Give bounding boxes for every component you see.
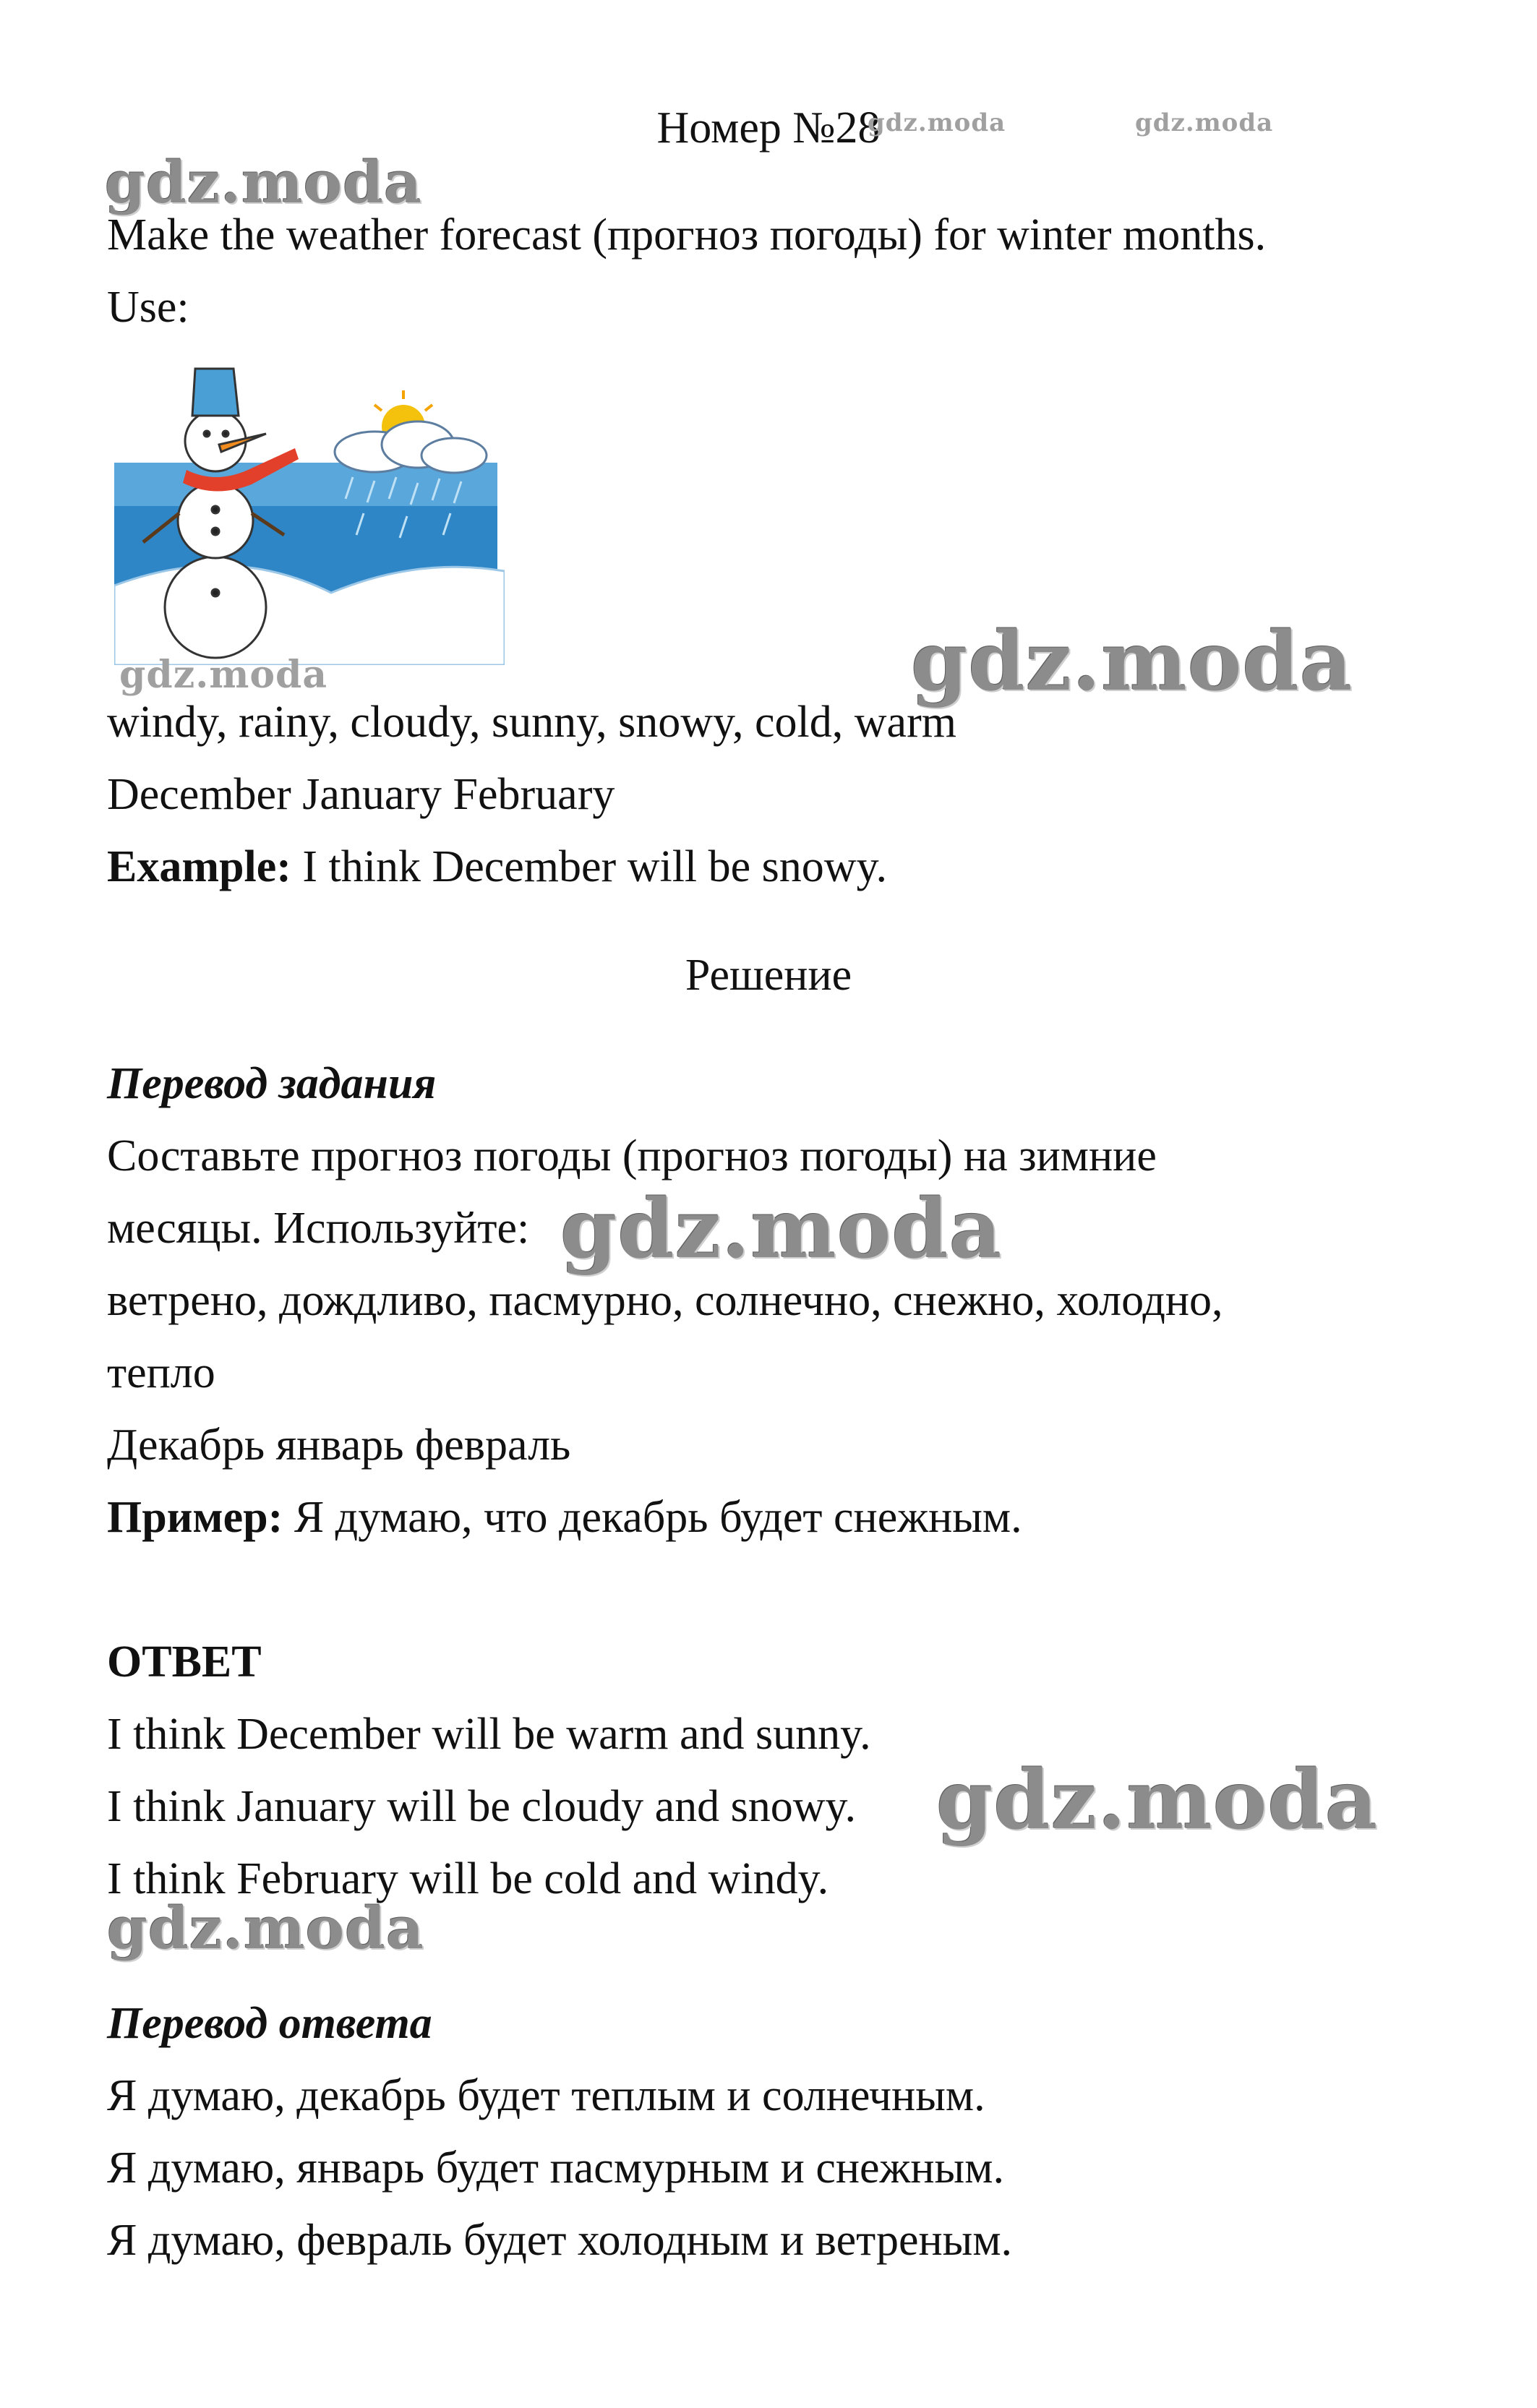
use-label: Use: — [107, 283, 189, 332]
example-text: Я думаю, что декабрь будет снежным. — [283, 1493, 1022, 1542]
translation-words: ветрено, дождливо, пасмурно, солнечно, снежно, холодно, — [107, 1276, 1223, 1325]
translation-line: Составьте прогноз погоды (прогноз погоды) на зимние — [107, 1131, 1157, 1181]
watermark: gdz.moda — [107, 1894, 424, 1962]
watermark: gdz.moda — [868, 108, 1006, 137]
page-title: Номер №28 — [656, 103, 881, 153]
translation-heading: Перевод задания — [107, 1059, 437, 1108]
answer-line: I think December will be warm and sunny. — [107, 1710, 871, 1759]
watermark: gdz.moda — [936, 1753, 1379, 1848]
answer-heading: ОТВЕТ — [107, 1637, 262, 1687]
watermark: gdz.moda — [105, 148, 422, 216]
answer-line: I think February will be cold and windy. — [107, 1854, 829, 1903]
task-example — [107, 840, 887, 894]
answer-translation-heading: Перевод ответа — [107, 1999, 432, 2048]
watermark: gdz.moda — [1135, 108, 1274, 137]
answer-translation-line: Я думаю, январь будет пасмурным и снежным. — [107, 2143, 1004, 2193]
watermark: gdz.moda — [560, 1182, 1003, 1277]
translation-words: тепло — [107, 1348, 215, 1397]
solution-heading: Решение — [685, 951, 852, 1000]
example-label: Example: — [107, 842, 291, 891]
snowman-weather-picture — [114, 354, 505, 665]
translation-example — [107, 1491, 1022, 1544]
winter-months: December January February — [107, 770, 615, 819]
answer-translation-line: Я думаю, декабрь будет теплым и солнечным. — [107, 2071, 985, 2120]
example-text: I think December will be snowy. — [291, 842, 888, 891]
example-label: Пример: — [107, 1493, 283, 1542]
cloud-icon — [335, 421, 487, 473]
translation-line: месяцы. Используйте: — [107, 1204, 530, 1253]
task-instruction: Make the weather forecast (прогноз погоды) for winter months. — [107, 210, 1267, 260]
answer-translation-line: Я думаю, февраль будет холодным и ветреным. — [107, 2216, 1013, 2265]
weather-words: windy, rainy, cloudy, sunny, snowy, cold, warm — [107, 698, 956, 747]
answer-line: I think January will be cloudy and snowy. — [107, 1782, 857, 1831]
watermark: gdz.moda — [911, 614, 1353, 709]
translation-months: Декабрь январь февраль — [107, 1421, 571, 1470]
watermark: gdz.moda — [119, 653, 328, 697]
